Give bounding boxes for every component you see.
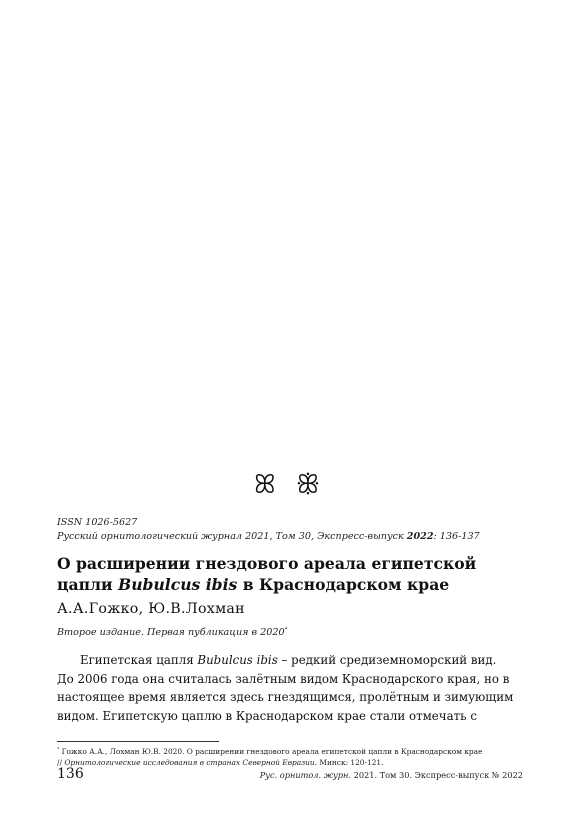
title-line-1: О расширении гнездового ареала египетской	[57, 554, 477, 573]
body-line-1-text: Египетская цапля	[80, 653, 198, 667]
article-authors: А.А.Гожко, Ю.В.Лохман	[57, 601, 245, 617]
body-line	[57, 651, 523, 670]
body-line: видом. Египетскую цаплю в Краснодарском крае стали отмечать с	[57, 708, 477, 723]
edition-note	[57, 627, 287, 638]
footnote-mark: *	[57, 747, 60, 753]
journal-citation-line	[57, 531, 480, 542]
article-body	[57, 651, 523, 725]
footnote-source-title: Орнитологические исследования в странах Северной Евразии	[64, 758, 315, 767]
edition-note-text: Второе издание. Первая публикация в 2020	[57, 627, 285, 638]
body-line: До 2006 года она считалась залётным видом Краснодарского края, но в	[57, 671, 510, 686]
footnote-line-1	[57, 746, 523, 757]
journal-issue-number: 2022	[406, 531, 434, 542]
title-species-name: Bubulcus ibis	[118, 575, 238, 594]
journal-pages: : 136-137	[433, 531, 480, 542]
section-ornament: ꕤ ꕥ	[253, 470, 327, 500]
footnote-divider	[57, 741, 219, 742]
body-line-1-suffix: – редкий средиземноморский вид.	[277, 653, 497, 667]
running-footer	[260, 770, 523, 780]
edition-footnote-mark: *	[284, 626, 288, 633]
page-number: 136	[57, 766, 84, 782]
article-title	[57, 553, 527, 595]
title-line-2-prefix: цапли	[57, 575, 119, 594]
journal-citation-text: Русский орнитологический журнал 2021, Том 30, Экспресс-выпуск	[57, 531, 407, 542]
running-journal-abbrev: Рус. орнитол. журн.	[259, 770, 352, 780]
running-issue-info: 2021. Том 30. Экспресс-выпуск № 2022	[351, 770, 523, 780]
footnote-slashes: //	[57, 758, 65, 767]
title-line-2-suffix: в Краснодарском крае	[237, 575, 450, 594]
body-species-name: Bubulcus ibis	[197, 653, 278, 667]
footnote-source-details: . Минск: 120-121.	[314, 758, 384, 767]
footnote-line-2	[57, 757, 523, 768]
body-line: настоящее время является здесь гнездящимся, пролётным и зимующим	[57, 690, 514, 705]
footnote-text-1: Гожко А.А., Лохман Ю.В. 2020. О расширении гнездового ареала египетской цапли в Краснодарском крае	[61, 747, 483, 756]
issn: ISSN 1026-5627	[57, 517, 138, 528]
